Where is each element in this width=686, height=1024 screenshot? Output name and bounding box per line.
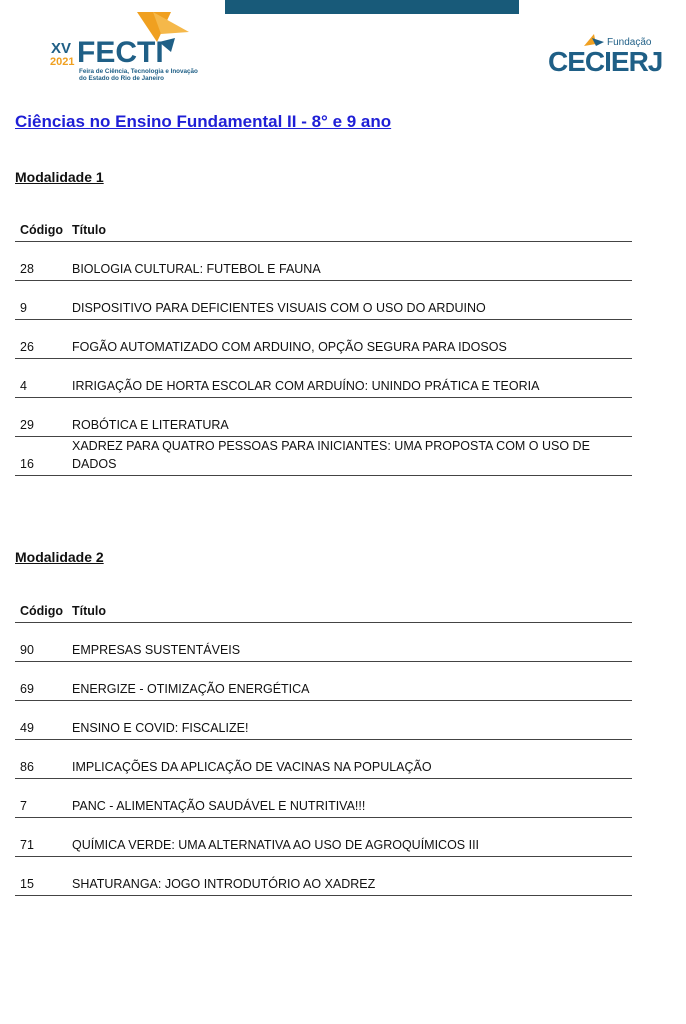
row-title: PANC - ALIMENTAÇÃO SAUDÁVEL E NUTRITIVA!!! [72, 799, 366, 813]
table-row [15, 281, 632, 320]
table-modalidade-1 [15, 223, 632, 476]
table-row [15, 740, 632, 779]
row-title: EMPRESAS SUSTENTÁVEIS [72, 643, 241, 657]
row-title: QUÍMICA VERDE: UMA ALTERNATIVA AO USO DE AGROQUÍMICOS III [72, 838, 480, 852]
row-code: 7 [20, 799, 27, 813]
table-row [15, 701, 632, 740]
row-title: IRRIGAÇÃO DE HORTA ESCOLAR COM ARDUÍNO: UNINDO PRÁTICA E TEORIA [72, 379, 540, 393]
fecti-subtitle-line: Feira de Ciência, Tecnologia e Inovação [79, 68, 198, 75]
table-row [15, 818, 632, 857]
table-row [15, 437, 632, 476]
table-row [15, 359, 632, 398]
table-header-row [15, 223, 632, 242]
row-title: XADREZ PARA QUATRO PESSOAS PARA INICIANTES: UMA PROPOSTA COM O USO DE DADOS [72, 439, 590, 471]
table-row [15, 320, 632, 359]
row-title: SHATURANGA: JOGO INTRODUTÓRIO AO XADREZ [72, 877, 376, 891]
row-title: IMPLICAÇÕES DA APLICAÇÃO DE VACINAS NA POPULAÇÃO [72, 760, 432, 774]
top-accent-bar [225, 0, 519, 14]
row-title: FOGÃO AUTOMATIZADO COM ARDUINO, OPÇÃO SEGURA PARA IDOSOS [72, 340, 507, 354]
table-row [15, 857, 632, 896]
table-row [15, 242, 632, 281]
table-row [15, 662, 632, 701]
row-title: DISPOSITIVO PARA DEFICIENTES VISUAIS COM O USO DO ARDUINO [72, 301, 486, 315]
section-title-modalidade-2: Modalidade 2 [15, 549, 104, 565]
fecti-subtitle [79, 68, 209, 82]
row-code: 71 [20, 838, 34, 852]
row-code: 4 [20, 379, 27, 393]
column-header-title: Título [72, 604, 107, 618]
cecierj-name: CECIERJ [548, 46, 663, 77]
table-row [15, 398, 632, 437]
row-title: BIOLOGIA CULTURAL: FUTEBOL E FAUNA [72, 262, 321, 276]
row-title: ROBÓTICA E LITERATURA [72, 418, 229, 432]
row-code: 16 [20, 457, 34, 471]
row-code: 15 [20, 877, 34, 891]
row-code: 28 [20, 262, 34, 276]
table-modalidade-2 [15, 604, 632, 896]
row-title: ENERGIZE - OTIMIZAÇÃO ENERGÉTICA [72, 682, 310, 696]
section-title-modalidade-1: Modalidade 1 [15, 169, 104, 185]
fecti-logo [45, 8, 205, 88]
column-header-code: Código [20, 223, 64, 237]
row-code: 9 [20, 301, 27, 315]
row-code: 90 [20, 643, 34, 657]
cecierj-fundacao-label: Fundação [607, 37, 652, 48]
row-code: 86 [20, 760, 34, 774]
fecti-subtitle-line: do Estado do Rio de Janeiro [79, 75, 165, 82]
page-title[interactable]: Ciências no Ensino Fundamental II - 8° e 9 ano [15, 112, 392, 131]
row-code: 49 [20, 721, 34, 735]
table-row [15, 779, 632, 818]
cecierj-logo [545, 32, 663, 82]
column-header-title: Título [72, 223, 107, 237]
column-header-code: Código [20, 604, 64, 618]
fecti-edition: XV [51, 40, 72, 57]
row-title: ENSINO E COVID: FISCALIZE! [72, 721, 249, 735]
row-code: 29 [20, 418, 34, 432]
row-code: 69 [20, 682, 34, 696]
fecti-name: FECTI [77, 36, 164, 69]
table-header-row [15, 604, 632, 623]
row-code: 26 [20, 340, 34, 354]
table-row [15, 623, 632, 662]
fecti-year: 2021 [50, 56, 75, 68]
